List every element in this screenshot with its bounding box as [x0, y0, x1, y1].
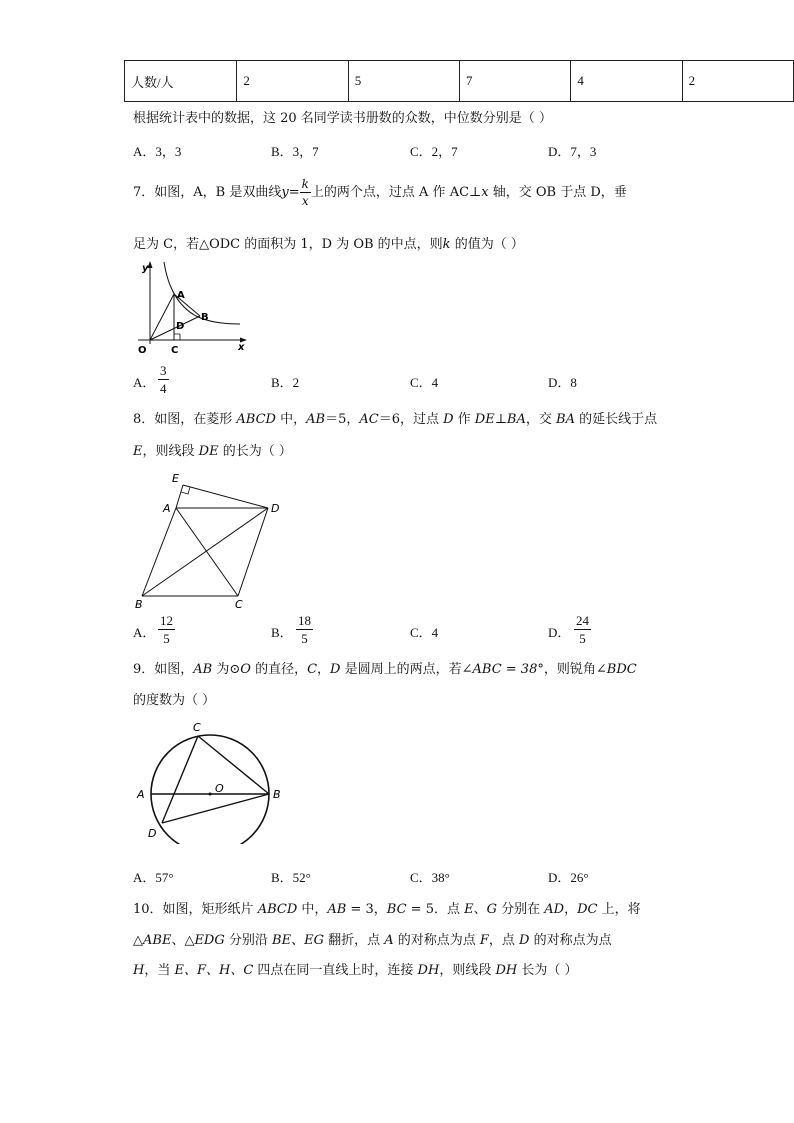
- label-A: A: [177, 290, 185, 301]
- label-C: C: [235, 598, 243, 611]
- q9-option-a: A．57°: [133, 870, 174, 885]
- q9-option-c: C．38°: [410, 870, 450, 885]
- label-D: D: [176, 321, 185, 332]
- label-B: B: [135, 598, 143, 611]
- label-O: O: [215, 782, 224, 795]
- q10-question-line1: 10．如图，矩形纸片 ABCD 中，AB = 3，BC = 5．点 E、G 分别在 AD，DC 上，将: [133, 902, 641, 917]
- q8-option-b-fraction: $\frac{18}{5}$: [298, 613, 311, 646]
- q6-option-b: B．3，7: [271, 144, 319, 159]
- q8-option-a-fraction: $\frac{12}{5}$: [160, 613, 173, 646]
- center-point: [209, 793, 212, 796]
- q7-hyperbola-figure: [128, 258, 252, 358]
- q8-rhombus-figure: [132, 468, 292, 614]
- segment-OA: [150, 294, 174, 340]
- segment-ED: [183, 485, 268, 508]
- q6-option-a: A．3，3: [133, 144, 182, 159]
- label-A: A: [163, 502, 171, 515]
- table-cell: 2: [682, 61, 793, 102]
- q7-option-a: A．: [133, 375, 156, 390]
- q7-question-line2: 足为 C，若△ODC 的面积为 1，D 为 OB 的中点，则k 的值为（ ）: [133, 237, 524, 252]
- label-B: B: [273, 788, 281, 801]
- q8-option-d: D．: [548, 625, 571, 640]
- chord-DB: [162, 794, 269, 823]
- table-cell: 4: [571, 61, 682, 102]
- chord-CB: [198, 736, 269, 794]
- label-O: O: [138, 345, 147, 356]
- label-D: D: [271, 502, 280, 515]
- q9-option-d: D．26°: [548, 870, 589, 885]
- q9-question-line1: 9．如图，AB 为⊙O 的直径，C，D 是圆周上的两点，若∠ABC = 38°，则锐角∠BDC: [133, 662, 637, 677]
- label-C: C: [171, 345, 179, 356]
- q10-question-line3: H，当 E、F、H、C 四点在同一直线上时，连接 DH，则线段 DH 长为（ ）: [133, 963, 578, 978]
- q9-option-b: B．52°: [271, 870, 311, 885]
- q8-question-line1: 8．如图，在菱形 ABCD 中，AB＝5，AC＝6，过点 D 作 DE⊥BA，交 BA 的延长线于点: [133, 412, 658, 427]
- segment-OB: [150, 316, 200, 340]
- q8-option-c: C．4: [410, 625, 439, 640]
- q7-option-a-fraction: $\frac{3}{4}$: [160, 363, 167, 396]
- label-D: D: [148, 827, 157, 840]
- q6-option-d: D．7，3: [548, 144, 597, 159]
- circle-O: [151, 735, 269, 844]
- q6-question-text: 根据统计表中的数据，这 20 名同学读书册数的众数，中位数分别是（ ）: [133, 111, 552, 126]
- q7-equation-fraction: $\frac{k}{x}$: [301, 177, 309, 208]
- q7-option-d: D．8: [548, 375, 577, 390]
- side-BA: [142, 508, 176, 596]
- table-cell: 7: [460, 61, 571, 102]
- right-angle-mark: [174, 334, 180, 340]
- table-row-label: 人数/人: [125, 61, 237, 102]
- label-A: A: [137, 788, 145, 801]
- q8-option-d-fraction: $\frac{24}{5}$: [576, 613, 589, 646]
- q7-option-b: B．2: [271, 375, 300, 390]
- table-row: [125, 61, 794, 102]
- q9-question-line2: 的度数为（ ）: [133, 693, 216, 708]
- side-DC: [238, 508, 268, 596]
- label-y: y: [142, 263, 149, 274]
- label-C: C: [193, 721, 201, 734]
- label-B: B: [201, 312, 209, 323]
- q10-question-line2: △ABE、△EDG 分别沿 BE、EG 翻折，点 A 的对称点为点 F，点 D 的对称点为点: [133, 933, 612, 948]
- q8-option-b: B．: [271, 625, 293, 640]
- table-cell: 2: [237, 61, 348, 102]
- table-cell: 5: [348, 61, 459, 102]
- q6-option-c: C．2，7: [410, 144, 458, 159]
- q8-option-a: A．: [133, 625, 156, 640]
- stats-table: [124, 60, 794, 102]
- q9-circle-figure: [132, 716, 292, 844]
- label-x: x: [238, 342, 245, 353]
- chord-CD: [162, 736, 198, 823]
- label-E: E: [172, 472, 179, 485]
- q8-question-line2: E，则线段 DE 的长为（ ）: [133, 444, 292, 459]
- q7-question-line1: 7．如图，A，B 是双曲线y= $\frac{k}{x}$ 上的两个点，过点 A 作 AC⊥x 轴，交 OB 于点 D，垂: [133, 177, 627, 208]
- diagonal-AC: [176, 508, 238, 596]
- diagonal-BD: [142, 508, 268, 596]
- extension-AE: [176, 485, 183, 508]
- q7-option-c: C．4: [410, 375, 439, 390]
